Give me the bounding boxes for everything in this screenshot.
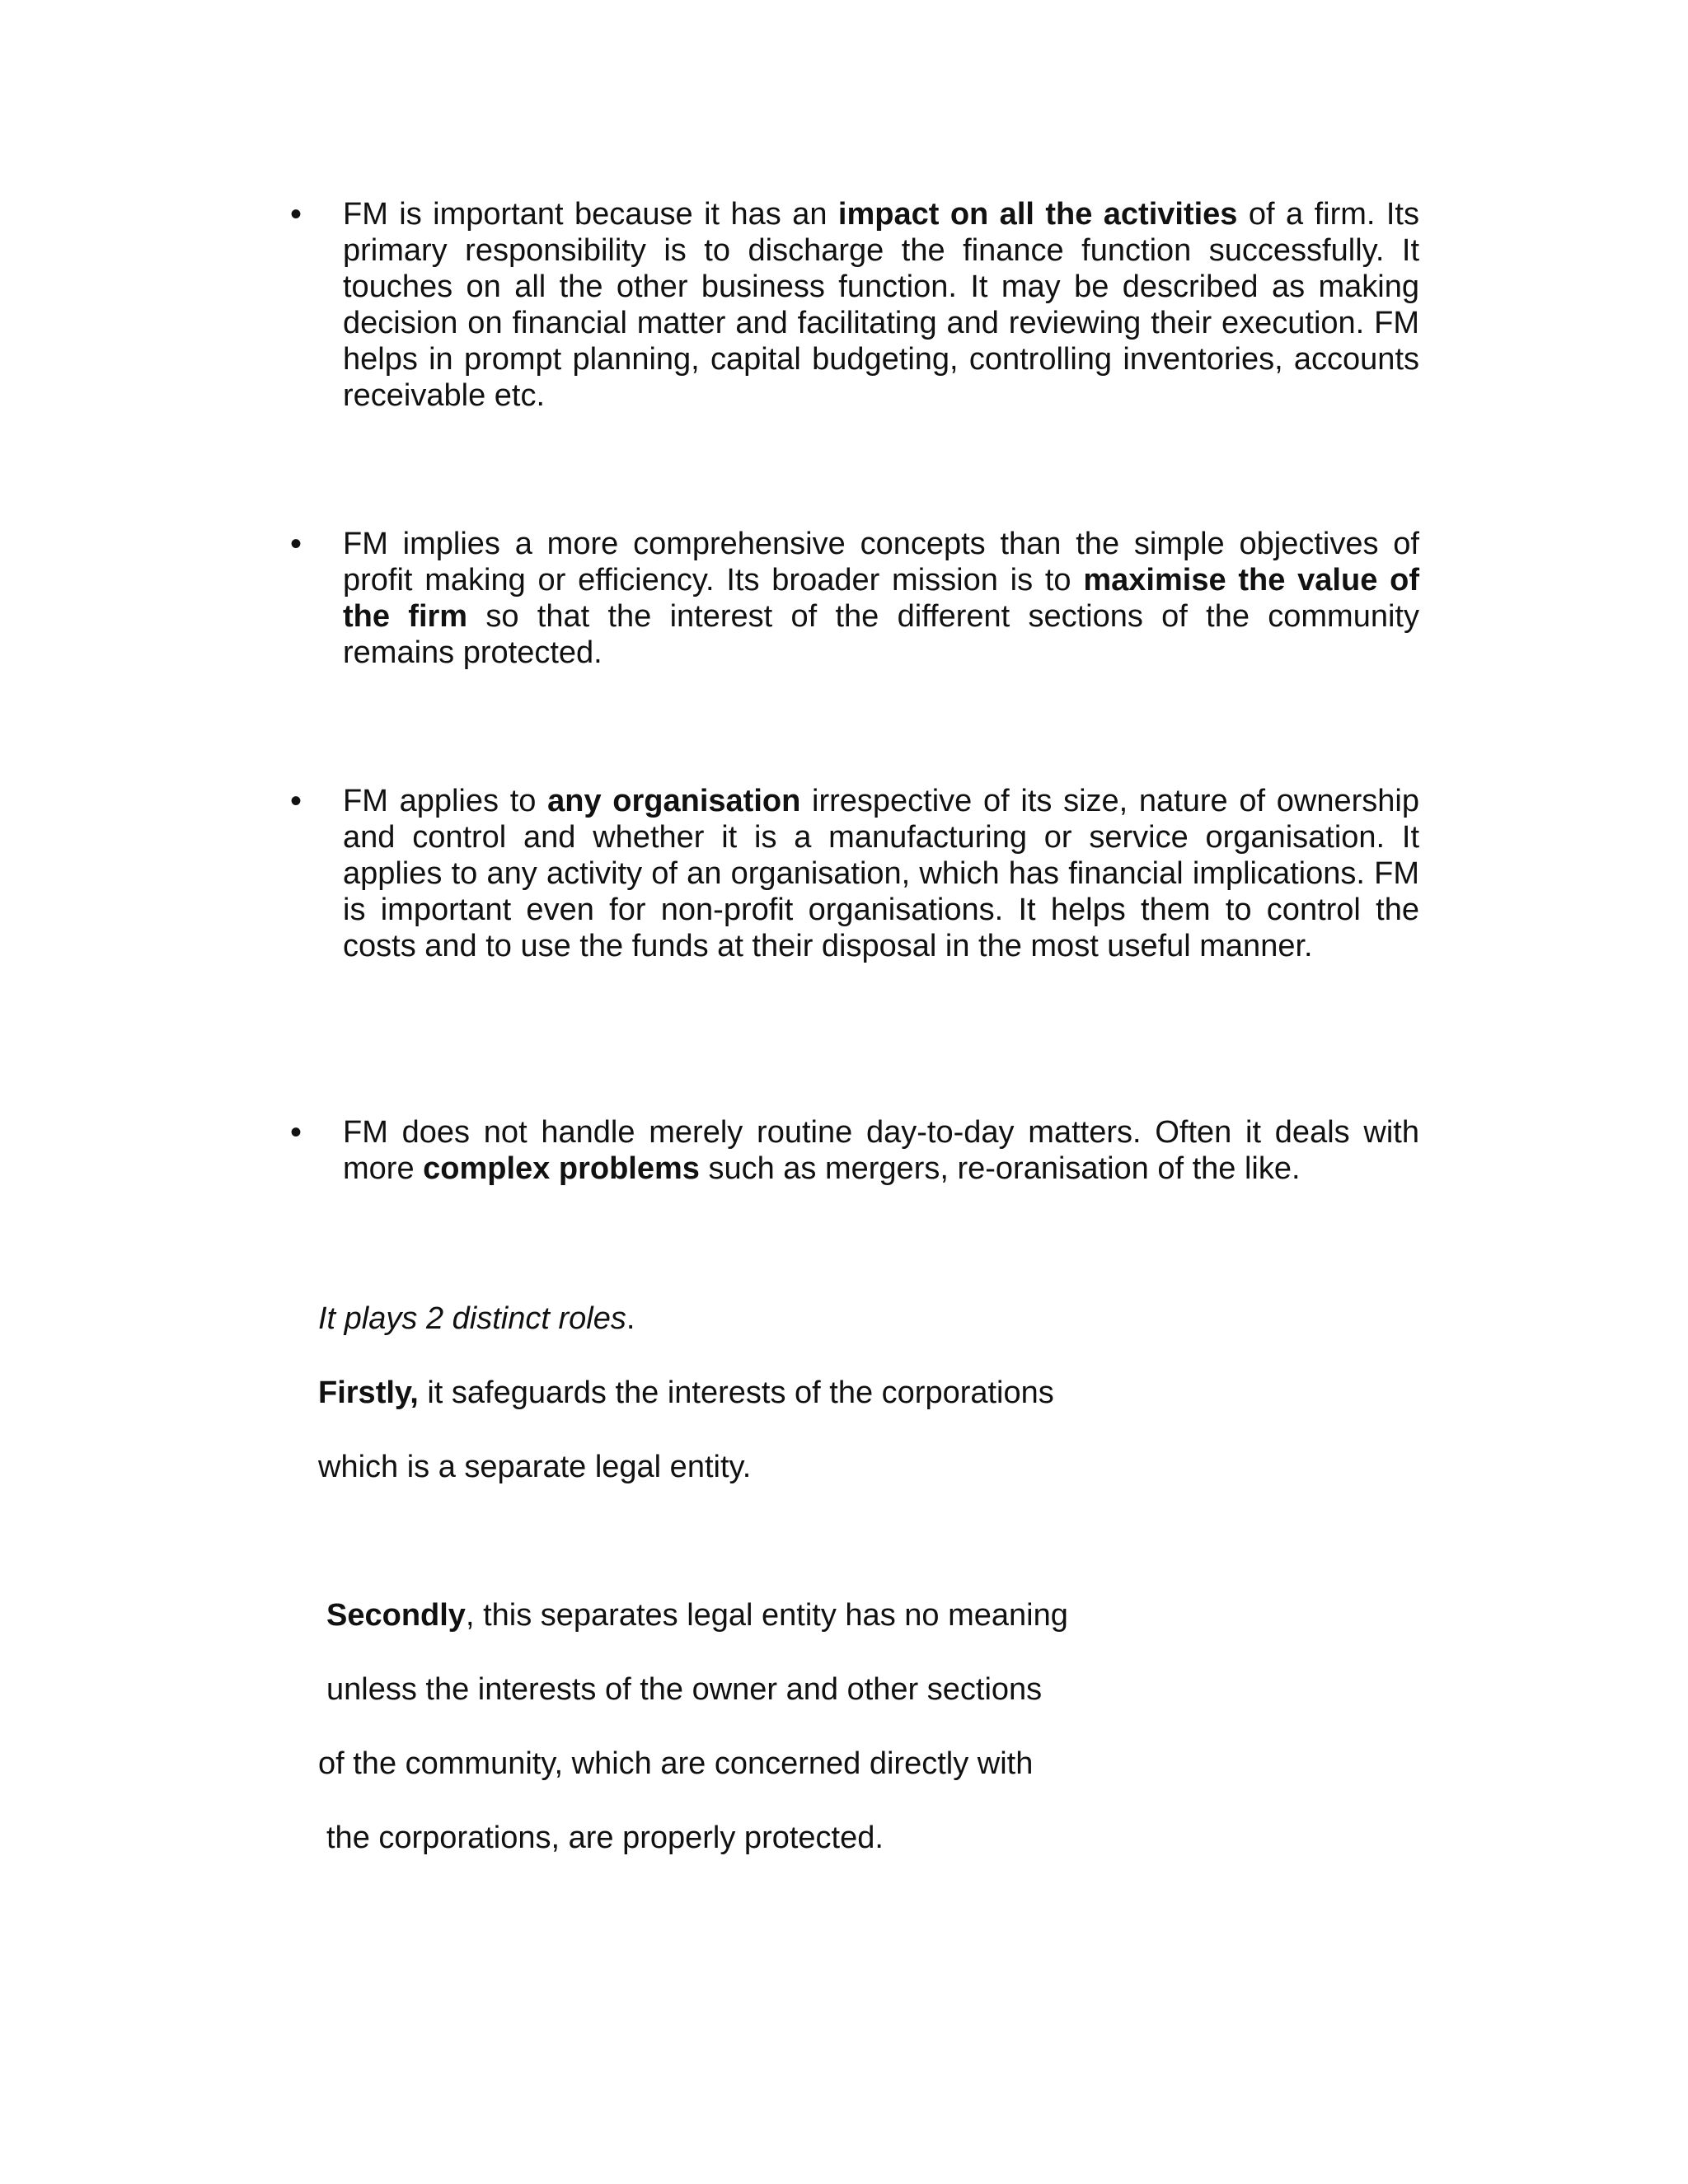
bullet-icon: • [290,196,302,232]
paragraph-text: FM is important because it has an [343,197,838,232]
roles-intro [318,1301,635,1337]
firstly-label: Firstly, [318,1376,419,1410]
paragraph-text: of a firm. Its primary responsibility is to discharge the finance function successfully. It touches on all the other business function. It may be described as making decision on financial matter and facilitating and reviewing their execution. FM helps in prompt planning, capital budgeting, controlling inventories, accounts receivable etc. [343,197,1419,413]
bullet-icon: • [290,1114,302,1151]
secondly-continuation: unless the interests of the owner and other sections [326,1672,1043,1707]
bullet-icon: • [290,783,302,819]
paragraph-text: such as mergers, re-oranisation of the like. [699,1151,1301,1186]
paragraph-text: FM applies to [343,784,548,818]
bullet-icon: • [290,526,302,562]
emphasis-text: complex problems [423,1151,700,1186]
paragraph-text: irrespective of its size, nature of ownership and control and whether it is a manufacturing or service organisation. It applies to any activity of an organisation, which has financial implications. FM is important even for non-profit organisations. It helps them to control the costs and to use the funds at their disposal in the most useful manner. [343,784,1419,963]
bullet-paragraph [343,783,1419,964]
bullet-paragraph [343,196,1419,414]
roles-intro-italic: It plays 2 distinct roles [318,1301,626,1336]
paragraph-text: so that the interest of the different sections of the community remains protected. [343,599,1419,670]
bullet-paragraph [343,1114,1419,1187]
firstly-line [318,1375,1054,1411]
firstly-text: it safeguards the interests of the corporations [418,1376,1054,1410]
secondly-text: , this separates legal entity has no meaning [465,1598,1068,1633]
emphasis-text: maximise the value of the firm [343,563,1419,634]
roles-intro-tail: . [626,1301,635,1336]
emphasis-text: any organisation [547,784,801,818]
secondly-label: Secondly [326,1598,466,1633]
secondly-continuation: the corporations, are properly protected. [326,1821,884,1855]
firstly-continuation: which is a separate legal entity. [318,1450,752,1484]
paragraph-text: FM implies a more comprehensive concepts than the simple objectives of profit making or efficiency. Its broader mission is to [343,527,1419,598]
secondly-continuation: of the community, which are concerned directly with [318,1746,1034,1781]
emphasis-text: impact on all the activities [837,197,1238,232]
paragraph-text: FM does not handle merely routine day-to-day matters. Often it deals with more [343,1115,1419,1186]
bullet-paragraph [343,526,1419,671]
secondly-line [326,1597,1068,1633]
